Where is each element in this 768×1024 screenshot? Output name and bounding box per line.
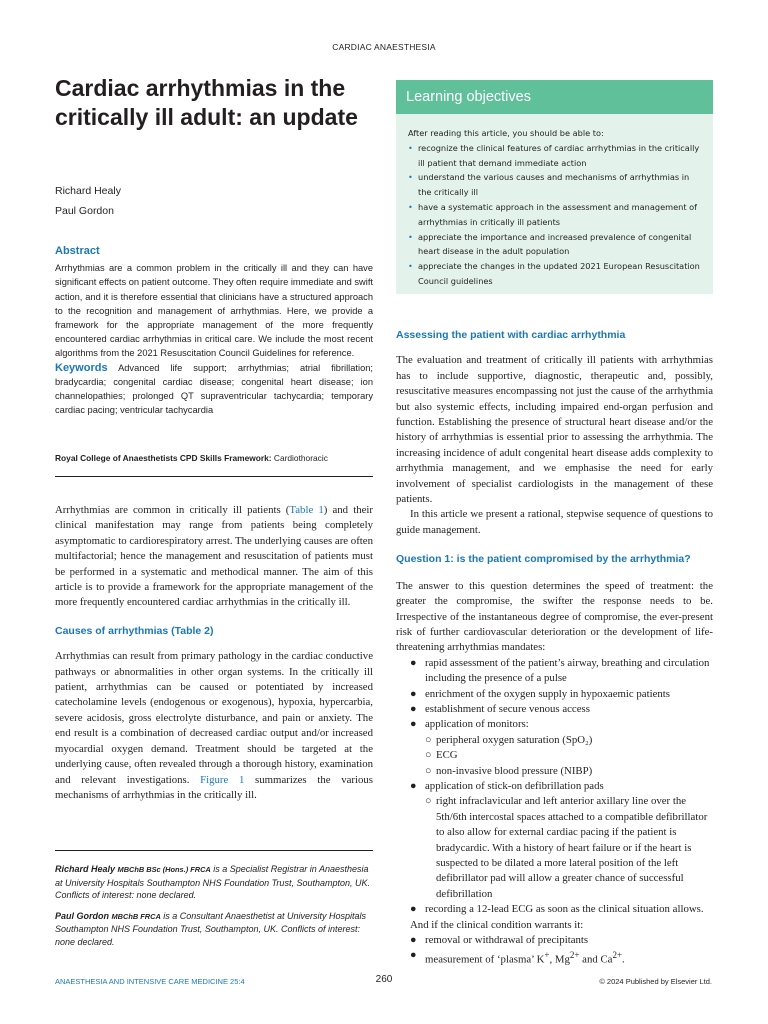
list-item-text: recording a 12-lead ECG as soon as the clinical situation allows. (425, 903, 704, 916)
bullet-icon: • (408, 201, 413, 212)
list-item (408, 141, 701, 171)
article-title: Cardiac arrhythmias in the critically ill adult: an update (55, 75, 358, 130)
intro-paragraph (55, 503, 373, 611)
bio-quals: MBChB FRCA (111, 911, 161, 921)
sublist-item-text: peripheral oxygen saturation (SpO₂) (436, 733, 593, 746)
cpd-label: Royal College of Anaesthetists CPD Skills Framework: (55, 453, 272, 463)
bullet-icon: ● (410, 656, 417, 669)
bullet-icon: ● (410, 702, 417, 715)
author-bios (55, 863, 373, 956)
bullet-icon: ● (410, 779, 417, 792)
table-1-link[interactable]: Table 1 (289, 504, 324, 516)
bio-text: is a Consultant Anaesthetist at University Hospitals Southampton NHS Foundation Trust, Southampton, UK. Conflicts of interest: none declared. (55, 910, 367, 947)
keywords-text: Advanced life support; arrhythmias; atrial fibrillation; bradycardia; congenital cardiac disease; congenital heart disease; ion channelopathies; prolonged QT supraventricular tachycardia; temporary cardiac pacing; ventricular tachycardia (55, 362, 373, 416)
question-1-heading: Question 1: is the patient compromised by the arrhythmia? (396, 553, 691, 566)
causes-text: Arrhythmias can result from primary pathology in the cardiac conductive pathways or abnormalities in other organ systems. In the critically ill patient, arrhythmias can be caused or potentiated by increased catecholamine levels (endogenous or exogenous), hypoxia, hypercarbia, severe acidosis, gross electrolyte disturbance, and pain or anxiety. The end result is a combination of decreased cardiac output and/or increased myocardial oxygen demand. Treatment should be targeted at the underlying cause, often revealed through a thorough history, examination and relevant investigations. (55, 650, 373, 786)
list-item (396, 779, 713, 902)
circle-bullet-icon: ○ (425, 795, 432, 808)
list-item-text: application of monitors: (425, 718, 529, 731)
keywords (55, 361, 373, 418)
list-item-text: recognize the clinical features of cardiac arrhythmias in the critically ill patient that demand immediate action (418, 142, 700, 168)
precipitants-list (396, 933, 713, 968)
intro-text: ) and their clinical manifestation may range from patients being completely asymptomatic to cardiorespiratory arrest. The underlying causes are often multifactorial; hence the management and resuscitation of patients must be performed in a systematic and methodical manner. The aim of this article is to provide a framework for the appropriate management of the more frequently encountered cardiac arrhythmias in the critically ill. (55, 504, 373, 609)
learning-objectives-intro: After reading this article, you should be able to: (408, 128, 604, 138)
causes-paragraph (55, 649, 373, 803)
sublist-item-text: ECG (436, 749, 458, 762)
list-item-text: understand the various causes and mechanisms of arrhythmias in the critically ill (418, 172, 690, 198)
right-body (396, 328, 713, 968)
list-item-text: appreciate the changes in the updated 2021 European Resuscitation Council guidelines (418, 261, 700, 286)
bio-text: is a Specialist Registrar in Anaesthesia at University Hospitals Southampton NHS Foundation Trust, Southampton, UK. Conflicts of interest: none declared. (55, 864, 370, 900)
circle-bullet-icon: ○ (425, 764, 432, 777)
intro-text: Arrhythmias are common in critically ill patients ( (55, 504, 290, 516)
learning-objectives-heading: Learning objectives (396, 80, 713, 114)
causes-text: summarizes the various mechanisms of arrhythmias in the critically ill. (55, 773, 373, 801)
left-body (55, 503, 373, 803)
list-item-text: have a systematic approach in the assessment and management of arrhythmias in critically ill patients (418, 201, 698, 227)
bullet-icon: ● (410, 934, 417, 947)
pads-sublist (425, 794, 713, 902)
list-item-text: and Ca (579, 954, 613, 967)
superscript: 2+ (612, 950, 623, 961)
author-name: Richard Healy (55, 185, 121, 197)
list-item-text: removal or withdrawal of precipitants (425, 934, 589, 947)
figure-1-link[interactable]: Figure 1 (200, 773, 245, 786)
learning-objectives-list (408, 141, 701, 289)
list-item (396, 717, 713, 779)
bullet-icon: • (408, 261, 413, 272)
sublist-item (425, 764, 713, 779)
abstract (55, 244, 373, 417)
bullet-icon: ● (410, 903, 417, 916)
learning-objectives-box (396, 80, 713, 294)
bullet-icon: ● (410, 949, 417, 962)
list-item-text: . (622, 954, 625, 967)
page-number: 260 (375, 974, 393, 985)
sublist-item (425, 794, 713, 902)
copyright: © 2024 Published by Elsevier Ltd. (599, 977, 712, 986)
warrants-text: And if the clinical condition warrants it: (410, 918, 584, 931)
bio-name: Paul Gordon (55, 910, 109, 921)
list-item (396, 687, 713, 702)
bullet-icon: • (408, 172, 413, 183)
list-item (408, 259, 701, 289)
sublist-item-text: right infraclavicular and left anterior axillary line over the 5th/6th intercostal spaces attached to a compatible defibrillator to also allow for external cardiac pacing if the patient is bradycardic. With a history of heart failure or if the heart is suspected to be dilated a more lateral position of the left defibrillator pad will allow a greater chance of successful defibrillation (436, 795, 708, 900)
cpd-value: Cardiothoracic (273, 453, 328, 463)
author-bio (55, 910, 373, 949)
abstract-heading: Abstract (55, 245, 100, 257)
bullet-icon: • (408, 231, 413, 242)
assessing-heading: Assessing the patient with cardiac arrhythmia (396, 329, 626, 341)
list-item-text: establishment of secure venous access (425, 702, 590, 715)
assessing-paragraph: In this article we present a rational, stepwise sequence of questions to guide management. (396, 508, 713, 536)
cpd-framework (55, 453, 373, 463)
author-bio (55, 863, 373, 902)
list-item-text: appreciate the importance and increased prevalence of congenital heart disease in the adult population (418, 231, 692, 257)
list-item (408, 200, 701, 230)
bio-name: Richard Healy (55, 864, 116, 874)
author-name: Paul Gordon (55, 205, 114, 217)
abstract-text: Arrhythmias are a common problem in the critically ill and they can have significant effects on patient outcome. They often require immediate and swift action, and it is therefore essential that clinicians have a structured approach to the recognition and management of arrhythmias. Here, we provide a framework for the appropriate management of the more frequently encountered cardiac arrhythmias in critical care. We include the most recent algorithms from the 2021 Resuscitation Council Guidelines for reference. (55, 263, 373, 359)
list-item (408, 170, 701, 200)
divider (55, 476, 373, 477)
causes-heading: Causes of arrhythmias (Table 2) (55, 624, 214, 637)
list-item-text: measurement of ‘plasma’ K (425, 954, 545, 967)
list-item (396, 702, 713, 717)
list-item (408, 230, 701, 260)
bullet-icon: ● (410, 687, 417, 700)
list-item (396, 902, 713, 917)
sublist-item (425, 733, 713, 748)
journal-footer: ANAESTHESIA AND INTENSIVE CARE MEDICINE 25:4 (55, 977, 245, 986)
divider (55, 850, 373, 851)
list-item-text: application of stick-on defibrillation pads (425, 779, 604, 792)
management-list (396, 656, 713, 918)
list-item (396, 656, 713, 687)
sublist-item (425, 748, 713, 763)
bullet-icon: • (408, 142, 413, 153)
keywords-label: Keywords (55, 361, 108, 374)
bio-quals: MBChB BSc (Hons.) FRCA (117, 865, 211, 874)
question-1-paragraph: The answer to this question determines the speed of treatment: the greater the compromise, the swifter the response needs to be. Irrespective of the instantaneous degree of compromise, the ever-present risk of further cardiovascular deterioration or the development of life-threatening arrhythmias mandates: (396, 579, 713, 654)
superscript: 2+ (569, 950, 580, 961)
section-tag: CARDIAC ANAESTHESIA (332, 42, 436, 52)
list-item (396, 933, 713, 948)
circle-bullet-icon: ○ (425, 733, 432, 746)
monitor-sublist (425, 733, 713, 779)
list-item-text: enrichment of the oxygen supply in hypoxaemic patients (425, 687, 670, 700)
list-item-text: rapid assessment of the patient’s airway, breathing and circulation including the presence of a pulse (425, 656, 710, 685)
circle-bullet-icon: ○ (425, 749, 432, 762)
sublist-item-text: non-invasive blood pressure (NIBP) (436, 764, 593, 777)
superscript: + (544, 950, 550, 961)
bullet-icon: ● (410, 718, 417, 731)
learning-objectives-body (396, 114, 713, 289)
assessing-paragraph: The evaluation and treatment of critically ill patients with arrhythmias has to include supportive, diagnostic, therapeutic and, possibly, resuscitative measures encompassing not just the cause of the arrhythmia but also systemic effects, including impaired end-organ perfusion and function. Establishing the presence of structural heart disease and/or the history of arrhythmias is essential prior to assessing the arrhythmia. The increasing incidence of adult congenital heart disease adds complexity to arrhythmia management, and we emphasise the need for early involvement of specialist cardiologists in the management of these patients. (396, 354, 713, 506)
author-list (55, 181, 121, 221)
list-item (396, 948, 713, 968)
list-item-text: , Mg (549, 954, 570, 967)
